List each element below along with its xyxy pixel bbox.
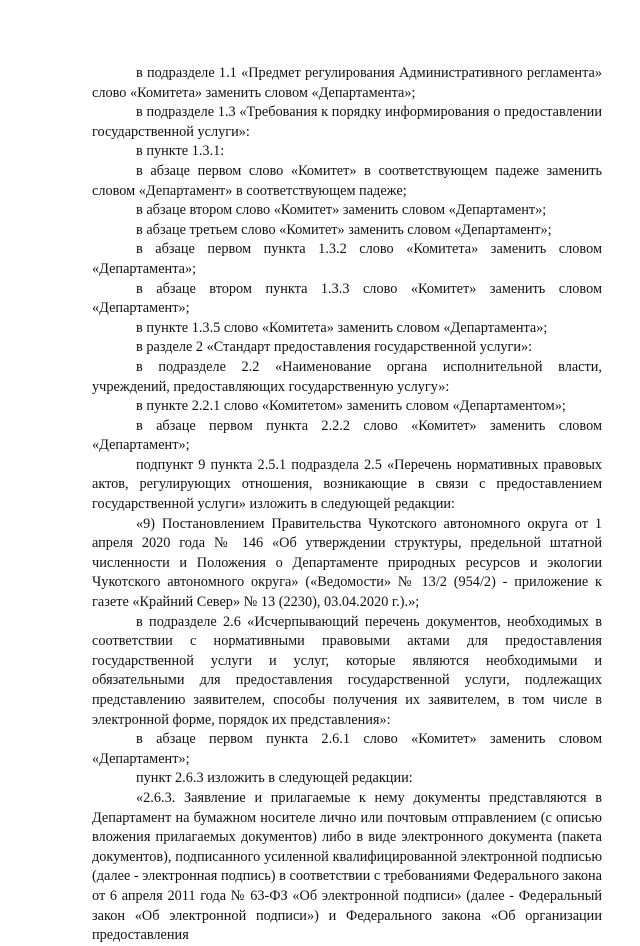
document-page xyxy=(92,64,602,946)
paragraph: в подразделе 2.6 «Исчерпывающий перечень документов, необходимых в соответствии с нормативными правовыми актами для предоставления государственной услуги и услуг, которые являются необходимыми и обязательными для предоставления государственной услуги, подлежащих представлению заявителем, способы получения их заявителем, в том числе в электронной форме, порядок их представления»: xyxy=(92,613,602,728)
paragraph: подпункт 9 пункта 2.5.1 подраздела 2.5 «Перечень нормативных правовых актов, регулирующих отношения, возникающие в связи с предоставлением государственной услуги» изложить в следующей редакции: xyxy=(92,456,602,513)
paragraph: пункт 2.6.3 изложить в следующей редакции: xyxy=(136,770,413,787)
paragraph: в абзаце первом пункта 2.6.1 слово «Комитет» заменить словом «Департамент»; xyxy=(92,731,602,767)
paragraph: «9) Постановлением Правительства Чукотского автономного округа от 1 апреля 2020 года № 146 «Об утверждении структуры, предельной штатной численности и Положения о Департаменте природных ресурсов и экологии Чукотского автономного округа» («Ведомости» № 13/2 (954/2) - приложение к газете «Крайний Север» № 13 (2230), 03.04.2020 г.).»; xyxy=(92,515,602,611)
paragraph: в абзаце первом пункта 1.3.2 слово «Комитета» заменить словом «Департамента»; xyxy=(92,241,602,277)
paragraph: в абзаце первом слово «Комитет» в соответствующем падеже заменить словом «Департамент» в соответствующем падеже; xyxy=(92,162,602,199)
paragraph: в абзаце втором слово «Комитет» заменить словом «Департамент»; xyxy=(136,202,547,219)
paragraph: в пункте 1.3.1: xyxy=(136,143,225,160)
paragraph: в подразделе 1.3 «Требования к порядку информирования о предоставлении государственной услуги»: xyxy=(92,104,602,140)
paragraph: в подразделе 1.1 «Предмет регулирования Административного регламента» слово «Комитета» заменить словом «Департамента»; xyxy=(92,65,602,101)
paragraph: в пункте 2.2.1 слово «Комитетом» заменить словом «Департаментом»; xyxy=(136,398,566,415)
paragraph: в абзаце первом пункта 2.2.2 слово «Комитет» заменить словом «Департамент»; xyxy=(92,417,602,454)
paragraph: в пункте 1.3.5 слово «Комитета» заменить словом «Департамента»; xyxy=(136,319,548,336)
paragraph: «2.6.3. Заявление и прилагаемые к нему документы представляются в Департамент на бумажном носителе лично или почтовым отправлением (с описью вложения прилагаемых документов) либо в виде электронного документа (пакета документов), подписанного усиленной квалифицированной электронной подписью (далее - электронная подпись) в соответствии с требованиями Федерального закона от 6 апреля 2011 года № 63-ФЗ «Об электронной подписи» (далее - Федеральный закон «Об электронной подписи») и Федерального закона «Об организации предоставления xyxy=(92,789,602,944)
paragraph: в подразделе 2.2 «Наименование органа исполнительной власти, учреждений, предоставляющих государственную услугу»: xyxy=(92,358,602,395)
paragraph: в разделе 2 «Стандарт предоставления государственной услуги»: xyxy=(136,339,533,356)
paragraph: в абзаце втором пункта 1.3.3 слово «Комитет» заменить словом «Департамент»; xyxy=(92,280,602,317)
paragraph: в абзаце третьем слово «Комитет» заменить словом «Департамент»; xyxy=(136,221,552,238)
